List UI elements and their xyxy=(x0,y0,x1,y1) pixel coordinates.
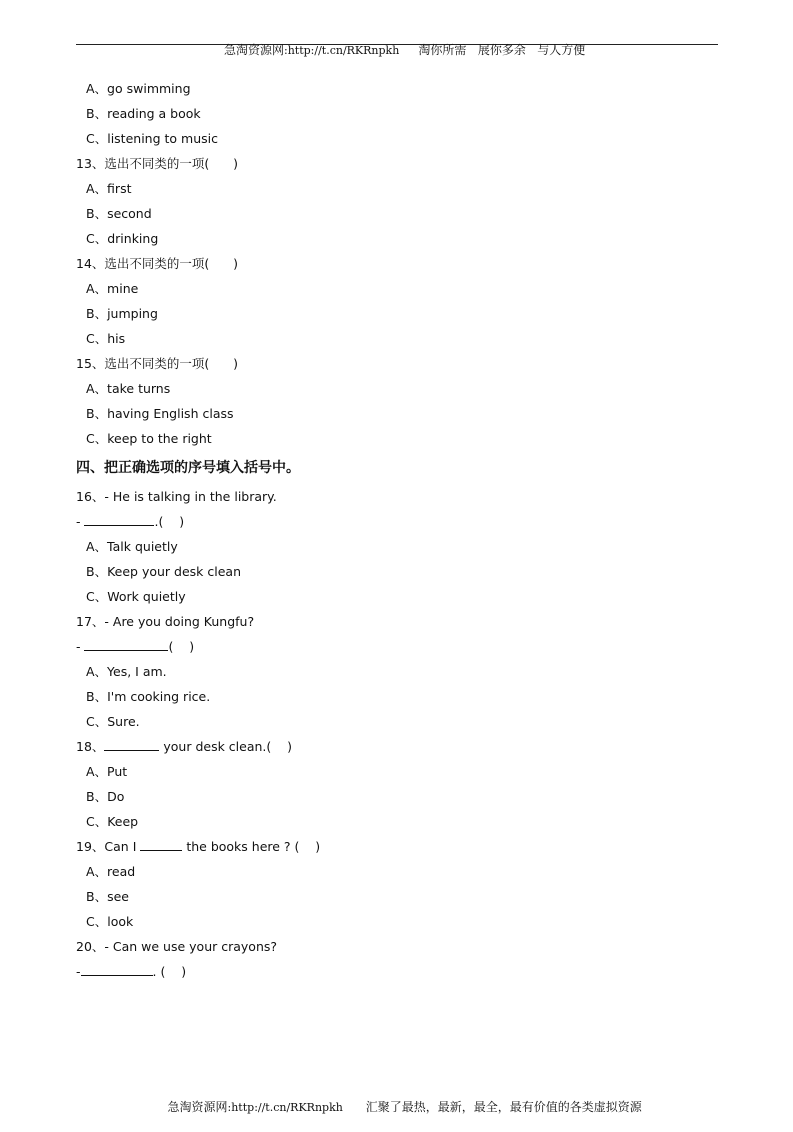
q15-option-a: A、take turns xyxy=(86,381,171,396)
q17-option-c: C、Sure. xyxy=(86,714,140,729)
q17-answer-line xyxy=(76,637,718,662)
q16-option-c: C、Work quietly xyxy=(86,589,186,604)
footer-site: 急淘资源网 xyxy=(167,1100,228,1114)
footer-slogan: 汇聚了最热，最新，最全，最有价值的各类虚拟资源 xyxy=(365,1100,642,1114)
q19-option-b: B、see xyxy=(86,889,129,904)
header-site: 急淘资源网 xyxy=(223,43,284,57)
question-list xyxy=(76,79,718,987)
q17-option-a: A、Yes, I am. xyxy=(86,664,167,679)
q20-stem: 20、- Can we use your crayons? xyxy=(76,939,278,954)
q16-stem: 16、- He is talking in the library. xyxy=(76,489,277,504)
q18-option-b: B、Do xyxy=(86,789,125,804)
q14-stem: 14、选出不同类的一项( ) xyxy=(76,256,238,271)
q13-option-a: A、first xyxy=(86,181,132,196)
q13-stem: 13、选出不同类的一项( ) xyxy=(76,156,238,171)
q13-option-c: C、drinking xyxy=(86,231,159,246)
q19-text-end: the books here ? ( ) xyxy=(182,839,321,854)
q19-stem xyxy=(76,837,718,862)
q19-text-start: 19、Can I xyxy=(76,839,141,854)
q15-stem: 15、选出不同类的一项( ) xyxy=(76,356,238,371)
q17-answer-blank[interactable] xyxy=(84,638,168,651)
q20-dash: - xyxy=(76,964,81,979)
q16-answer-line xyxy=(76,512,718,537)
q14-option-b: B、jumping xyxy=(86,306,158,321)
q18-text: your desk clean.( ) xyxy=(159,739,293,754)
page-header xyxy=(76,26,718,57)
q12-option-a: A、go swimming xyxy=(86,81,191,96)
q18-answer-blank[interactable] xyxy=(104,738,159,751)
header-url: :http://t.cn/RKRnpkh xyxy=(283,44,400,57)
q20-answer-blank[interactable] xyxy=(81,963,153,976)
q20-answer-line xyxy=(76,962,718,987)
q12-option-b: B、reading a book xyxy=(86,106,201,121)
q13-option-b: B、second xyxy=(86,206,152,221)
footer-url: :http://t.cn/RKRnpkh xyxy=(227,1101,343,1114)
q16-option-a: A、Talk quietly xyxy=(86,539,178,554)
header-slogan: 淘你所需 展你多余 与人方便 xyxy=(418,43,586,57)
q18-stem xyxy=(76,737,718,762)
q16-bracket: .( ) xyxy=(154,514,185,529)
q15-option-c: C、keep to the right xyxy=(86,431,212,446)
q17-bracket: ( ) xyxy=(168,639,195,654)
q20-bracket: . ( ) xyxy=(152,964,187,979)
q12-option-c: C、listening to music xyxy=(86,131,218,146)
q14-option-a: A、mine xyxy=(86,281,139,296)
q19-option-c: C、look xyxy=(86,914,134,929)
q16-dash: - xyxy=(76,514,85,529)
q16-answer-blank[interactable] xyxy=(84,513,154,526)
q19-option-a: A、read xyxy=(86,864,136,879)
page-footer xyxy=(76,1083,718,1132)
q17-stem: 17、- Are you doing Kungfu? xyxy=(76,614,255,629)
q18-option-a: A、Put xyxy=(86,764,128,779)
q18-option-c: C、Keep xyxy=(86,814,139,829)
q19-answer-blank[interactable] xyxy=(140,838,182,851)
q18-number: 18、 xyxy=(76,739,105,754)
q16-option-b: B、Keep your desk clean xyxy=(86,564,241,579)
q17-option-b: B、I'm cooking rice. xyxy=(86,689,211,704)
q17-dash: - xyxy=(76,639,85,654)
q15-option-b: B、having English class xyxy=(86,406,234,421)
q14-option-c: C、his xyxy=(86,331,126,346)
section-4-title: 四、把正确选项的序号填入括号中。 xyxy=(76,460,300,476)
